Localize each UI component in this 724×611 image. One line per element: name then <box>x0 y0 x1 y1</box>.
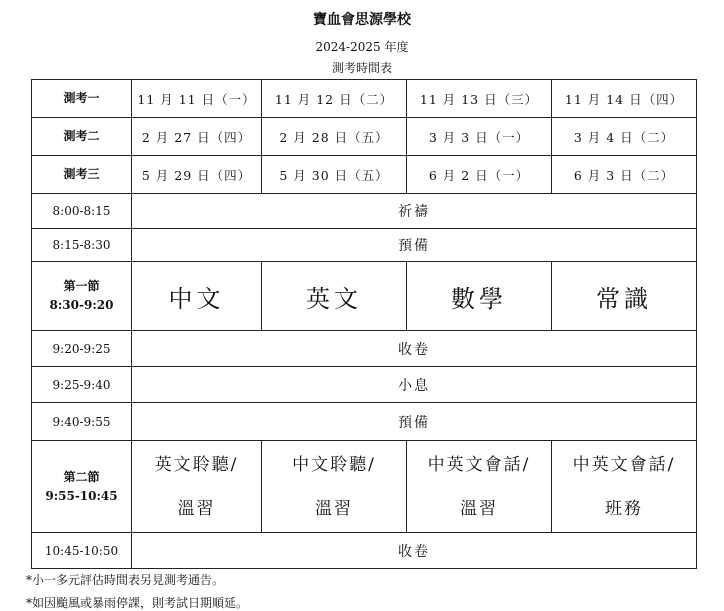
subject: 數學 <box>407 262 552 331</box>
session-label <box>32 441 132 533</box>
exam-label: 測考一 <box>32 80 132 118</box>
exam-date: 11 月 11 日（一） <box>132 80 262 118</box>
time-slot: 9:40-9:55 <box>32 403 132 441</box>
schedule-row-prep2 <box>32 403 697 441</box>
subject-line: 英文聆聽/ <box>154 454 239 475</box>
school-name: 寶血會思源學校 <box>313 12 411 28</box>
footnote: *如因颱風或暴雨停課，則考試日期順延。 <box>26 596 249 610</box>
schedule-row-session2 <box>32 441 697 533</box>
school-year: 2024-2025 年度 <box>315 40 409 54</box>
schedule-row-break <box>32 367 697 403</box>
time-slot: 9:20-9:25 <box>32 331 132 367</box>
document-title: 測考時間表 <box>331 61 392 75</box>
exam-date: 11 月 14 日（四） <box>552 80 697 118</box>
exam-date: 2 月 28 日（五） <box>262 118 407 156</box>
footnote: *小一多元評估時間表另見測考通告。 <box>26 573 225 587</box>
time-slot: 9:25-9:40 <box>32 367 132 403</box>
subject: 常識 <box>552 262 697 331</box>
time-slot: 10:45-10:50 <box>32 533 132 569</box>
subject: 中文 <box>132 262 262 331</box>
subject <box>132 441 262 533</box>
subject-line: 中文聆聽/ <box>292 454 376 475</box>
exam-date: 11 月 12 日（二） <box>262 80 407 118</box>
exam-date: 6 月 3 日（二） <box>552 156 697 194</box>
exam-date: 5 月 29 日（四） <box>132 156 262 194</box>
subject-line: 班務 <box>605 498 643 519</box>
time-slot: 8:15-8:30 <box>32 229 132 262</box>
schedule-row-collect1 <box>32 331 697 367</box>
activity: 小息 <box>132 367 697 403</box>
session-label <box>32 262 132 331</box>
subject <box>262 441 407 533</box>
session-time: 8:30-9:20 <box>49 298 114 312</box>
schedule-row-collect2 <box>32 533 697 569</box>
exam-date: 3 月 3 日（一） <box>407 118 552 156</box>
subject-line: 中英文會話/ <box>427 454 531 475</box>
exam-date: 2 月 27 日（四） <box>132 118 262 156</box>
exam-row-2 <box>32 118 697 156</box>
session-name: 第一節 <box>63 279 100 293</box>
exam-date: 6 月 2 日（一） <box>407 156 552 194</box>
subject-line: 溫習 <box>315 498 353 519</box>
subject-line: 溫習 <box>460 498 498 519</box>
activity: 預備 <box>132 229 697 262</box>
subject <box>407 441 552 533</box>
exam-timetable <box>31 79 697 569</box>
exam-label: 測考二 <box>32 118 132 156</box>
exam-label: 測考三 <box>32 156 132 194</box>
exam-row-1 <box>32 80 697 118</box>
activity: 收卷 <box>132 331 697 367</box>
exam-date: 11 月 13 日（三） <box>407 80 552 118</box>
subject: 英文 <box>262 262 407 331</box>
session-name: 第二節 <box>63 469 100 484</box>
exam-date: 3 月 4 日（二） <box>552 118 697 156</box>
subject-line: 溫習 <box>177 498 216 519</box>
activity: 收卷 <box>132 533 697 569</box>
schedule-row-prayer <box>32 194 697 229</box>
session-time: 9:55-10:45 <box>45 488 118 503</box>
subject <box>552 441 697 533</box>
time-slot: 8:00-8:15 <box>32 194 132 229</box>
subject-line: 中英文會話/ <box>572 454 676 475</box>
schedule-row-prep1 <box>32 229 697 262</box>
exam-row-3 <box>32 156 697 194</box>
activity: 預備 <box>132 403 697 441</box>
schedule-row-session1 <box>32 262 697 331</box>
activity: 祈禱 <box>132 194 697 229</box>
exam-date: 5 月 30 日（五） <box>262 156 407 194</box>
